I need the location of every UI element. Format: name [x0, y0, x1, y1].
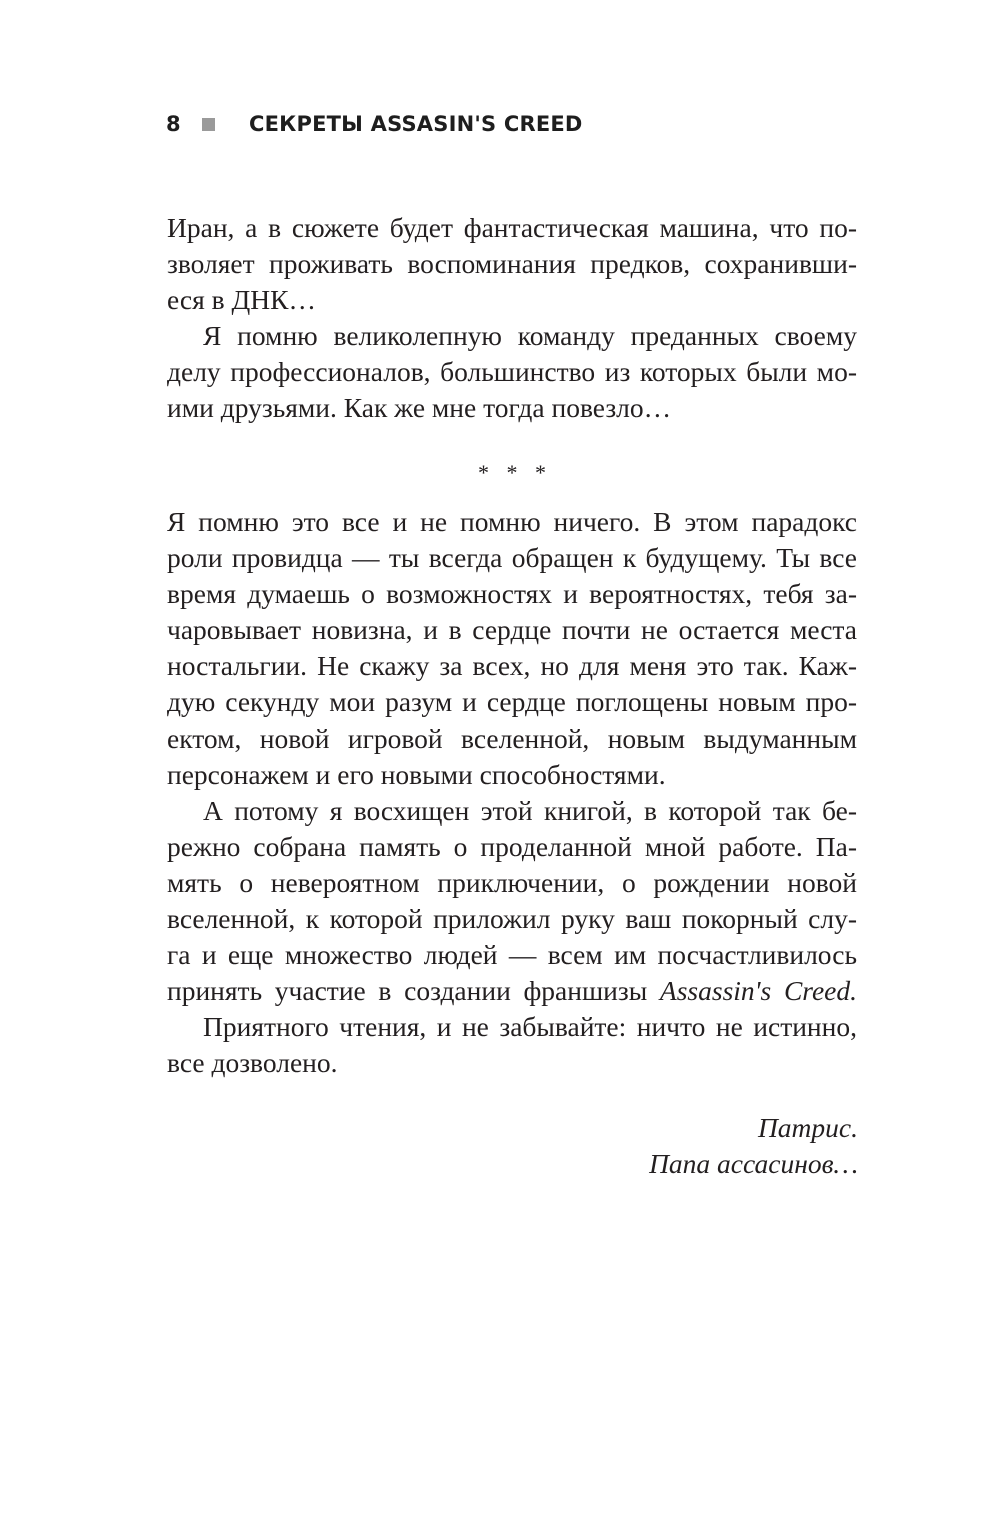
- text-line: Приятного чтения, и не забывайте: ничто не истинно,: [203, 1011, 857, 1043]
- text-line: ектом, новой игровой вселенной, новым выдуманным: [167, 722, 857, 754]
- running-head: [166, 112, 583, 136]
- body-text-upper: [167, 210, 857, 427]
- section-break-asterisks: * * *: [478, 460, 552, 485]
- text-line: еся в ДНК…: [167, 284, 316, 316]
- header-separator-square: [202, 118, 215, 131]
- text-line: зволяет проживать воспоминания предков, сохранивши-: [167, 248, 857, 280]
- text-line: роли провидца — ты всегда обращен к будущему. Ты все: [167, 542, 857, 574]
- signature-title: Папа ассасинов…: [649, 1148, 858, 1180]
- text-line: Я помню это все и не помню ничего. В этом парадокс: [167, 506, 857, 537]
- text-line: режно собрана память о проделанной мной работе. Па-: [167, 830, 857, 862]
- signature-name: Патрис.: [757, 1112, 858, 1143]
- text-line: ими друзьями. Как же мне тогда повезло…: [167, 392, 672, 424]
- text-line-with-italic: [167, 973, 857, 1009]
- text-line: дую секунду мои разум и сердце поглощены новым про-: [167, 686, 857, 718]
- text-line: га и еще множество людей — всем им посчастливилось: [167, 939, 857, 971]
- text-line: делу профессионалов, большинство из которых были мо-: [167, 356, 857, 388]
- signature: [649, 1110, 858, 1182]
- text-line: Я помню великолепную команду преданных своему: [203, 320, 857, 352]
- text-line: А потому я восхищен этой книгой, в которой так бе-: [203, 794, 857, 826]
- body-text-lower: [167, 504, 857, 1082]
- text-line: Иран, а в сюжете будет фантастическая машина, что по-: [167, 212, 857, 243]
- page-number: 8: [166, 112, 181, 136]
- text-line: принять участие в создании франшизы: [167, 975, 660, 1007]
- book-title: СЕКРЕТЫ ASSASIN'S CREED: [249, 112, 583, 136]
- text-line: вселенной, к которой приложил руку ваш покорный слу-: [167, 903, 857, 935]
- franchise-name-italic: Assassin's Creed.: [659, 975, 858, 1007]
- text-line: персонажем и его новыми способностями.: [167, 758, 666, 790]
- text-line: время думаешь о возможностях и вероятностях, тебя за-: [167, 578, 857, 610]
- text-line: ностальгии. Не скажу за всех, но для меня это так. Каж-: [167, 650, 857, 682]
- text-line: все дозволено.: [167, 1047, 338, 1079]
- text-line: мять о невероятном приключении, о рождении новой: [167, 866, 857, 898]
- text-line: чаровывает новизна, и в сердце почти не остается места: [167, 614, 857, 646]
